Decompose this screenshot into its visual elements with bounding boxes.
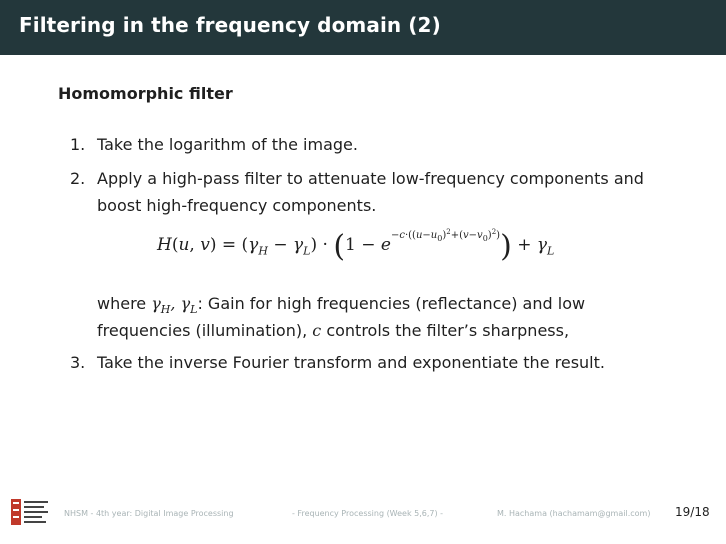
section-title: Homomorphic filter xyxy=(58,84,233,103)
slide-header xyxy=(0,0,726,55)
item-text-continued: boost high-frequency components. xyxy=(97,196,377,215)
footer-topic: - Frequency Processing (Week 5,6,7) - xyxy=(292,509,444,518)
where-line-2: frequencies (illumination), c controls the filter’s sharpness, xyxy=(97,321,570,340)
item-number: 2. xyxy=(70,169,86,188)
c-symbol: c xyxy=(312,321,322,340)
item-text: Take the inverse Fourier transform and exponentiate the result. xyxy=(97,353,605,372)
gamma-symbols: $\gamma_H$, $\gamma_L$ xyxy=(151,294,198,317)
list-item xyxy=(70,166,644,192)
item-text: Apply a high-pass filter to attenuate low-frequency components and xyxy=(97,169,644,188)
item-number: 1. xyxy=(70,135,86,154)
footer-course: NHSM - 4th year: Digital Image Processing xyxy=(64,509,234,518)
homomorphic-formula: H(u, $v) = (\gamma_H - \gamma_L) \cdot (1 - e^{-c\cdot((u-u_0)^2+(v-v_0)^2)}) + \gamma_L$ xyxy=(157,228,555,264)
page-number: 19/18 xyxy=(675,505,710,519)
institution-logo xyxy=(11,497,49,531)
slide-title: Filtering in the frequency domain (2) xyxy=(19,13,441,37)
item-text: Take the logarithm of the image. xyxy=(97,135,358,154)
list-item xyxy=(70,132,358,158)
footer-author: M. Hachama (hachamam@gmail.com) xyxy=(497,509,651,518)
list-item xyxy=(70,350,605,376)
where-line-1: where $\gamma_H$, $\gamma_L$: Gain for high frequencies (reflectance) and low xyxy=(97,294,586,317)
item-number: 3. xyxy=(70,353,86,372)
